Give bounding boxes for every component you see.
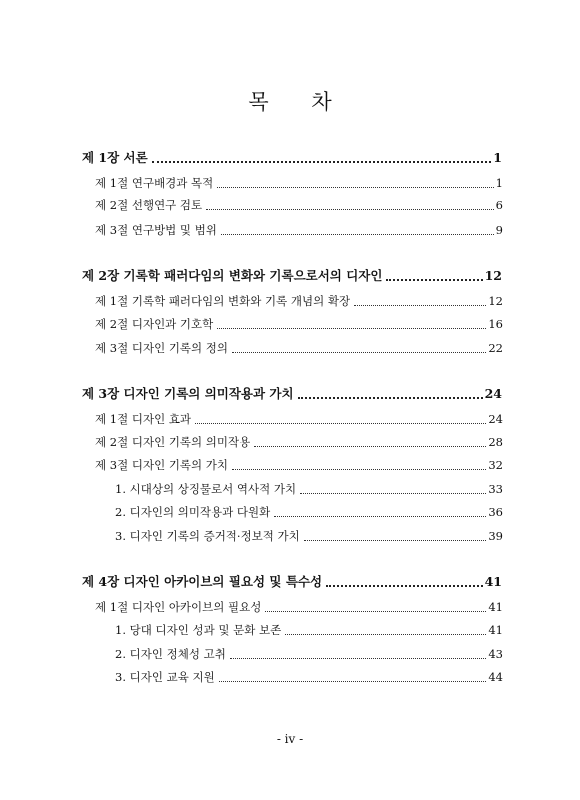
toc-entry-page: 12 xyxy=(488,294,503,308)
toc-dot-leader xyxy=(206,209,494,210)
toc-entry-page: 41 xyxy=(488,600,503,614)
page-title: 목 차 xyxy=(248,90,350,114)
toc-entry-label: 제 3절 디자인 기록의 가치 xyxy=(95,458,229,472)
toc-entry-label: 3. 디자인 기록의 증거적·정보적 가치 xyxy=(115,529,300,543)
toc-entry-label: 2. 디자인의 의미작용과 다원화 xyxy=(115,505,271,519)
toc-entry-page: 41 xyxy=(488,623,503,637)
toc-entry-section xyxy=(95,457,503,473)
toc-entry-sub xyxy=(115,481,503,497)
toc-entry-page: 41 xyxy=(484,574,502,589)
toc-entry-section xyxy=(95,293,503,309)
toc-entry-page: 36 xyxy=(488,505,503,519)
toc-dot-leader xyxy=(265,611,486,612)
toc-entry-label: 제 1절 연구배경과 목적 xyxy=(95,176,214,190)
toc-dot-leader xyxy=(354,305,486,306)
toc-dot-leader xyxy=(304,540,487,541)
toc-dot-leader xyxy=(274,516,486,517)
toc-entry-page: 16 xyxy=(488,317,503,331)
toc-entry-section xyxy=(95,599,503,615)
toc-entry-page: 33 xyxy=(488,482,503,496)
toc-entry-label: 제 1절 기록학 패러다임의 변화와 기록 개념의 확장 xyxy=(95,294,351,308)
toc-entry-sub xyxy=(115,646,503,662)
toc-dot-leader xyxy=(232,469,486,470)
toc-dot-leader xyxy=(217,187,493,188)
toc-entry-page: 1 xyxy=(495,176,503,190)
toc-entry-label: 제 1장 서론 xyxy=(82,150,148,165)
toc-dot-leader xyxy=(152,161,492,163)
toc-entry-label: 제 3절 디자인 기록의 정의 xyxy=(95,341,229,355)
toc-entry-section xyxy=(95,434,503,450)
toc-entry-label: 제 2장 기록학 패러다임의 변화와 기록으로서의 디자인 xyxy=(82,268,383,283)
toc-entry-section xyxy=(95,411,503,427)
toc-dot-leader xyxy=(254,446,486,447)
toc-entry-sub xyxy=(115,622,503,638)
toc-entry-label: 2. 디자인 정체성 고취 xyxy=(115,647,226,661)
toc-entry-page: 43 xyxy=(488,647,503,661)
toc-entry-label: 제 4장 디자인 아카이브의 필요성 및 특수성 xyxy=(82,574,323,589)
toc-entry-section xyxy=(95,316,503,332)
toc-entry-sub xyxy=(115,528,503,544)
toc-entry-page: 22 xyxy=(488,341,503,355)
toc-entry-section xyxy=(95,222,503,238)
toc-entry-label: 제 3절 연구방법 및 범위 xyxy=(95,223,217,237)
toc-dot-leader xyxy=(221,234,494,235)
toc-entry-label: 제 2절 디자인 기록의 의미작용 xyxy=(95,435,251,449)
toc-entry-label: 3. 디자인 교육 지원 xyxy=(115,670,215,684)
toc-entry-label: 1. 당대 디자인 성과 및 문화 보존 xyxy=(115,623,282,637)
toc-entry-sub xyxy=(115,669,503,685)
toc-entry-page: 28 xyxy=(488,435,503,449)
toc-entry-page: 24 xyxy=(484,386,502,401)
toc-entry-chapter xyxy=(82,268,502,284)
toc-entry-label: 1. 시대상의 상징물로서 역사적 가치 xyxy=(115,482,297,496)
toc-entry-page: 39 xyxy=(488,529,503,543)
toc-dot-leader xyxy=(230,658,487,659)
toc-entry-section xyxy=(95,340,503,356)
toc-dot-leader xyxy=(195,423,486,424)
toc-entry-label: 제 2절 디자인과 기호학 xyxy=(95,317,214,331)
toc-entry-page: 12 xyxy=(484,268,502,283)
toc-dot-leader xyxy=(285,634,486,635)
toc-dot-leader xyxy=(232,352,486,353)
toc-entry-page: 6 xyxy=(495,198,503,212)
toc-entry-chapter xyxy=(82,386,502,402)
toc-entry-label: 제 2절 선행연구 검토 xyxy=(95,198,203,212)
toc-entry-page: 9 xyxy=(495,223,503,237)
toc-entry-section xyxy=(95,197,503,213)
toc-dot-leader xyxy=(298,397,483,399)
toc-dot-leader xyxy=(326,585,483,587)
toc-dot-leader xyxy=(217,328,486,329)
toc-entry-section xyxy=(95,175,503,191)
toc-entry-page: 44 xyxy=(488,670,503,684)
toc-dot-leader xyxy=(300,493,486,494)
toc-entry-page: 32 xyxy=(488,458,503,472)
toc-entry-label: 제 1절 디자인 효과 xyxy=(95,412,192,426)
page-number: - iv - xyxy=(276,732,304,746)
toc-entry-chapter xyxy=(82,150,502,166)
toc-entry-page: 24 xyxy=(488,412,503,426)
toc-entry-sub xyxy=(115,504,503,520)
toc-dot-leader xyxy=(386,279,482,281)
toc-dot-leader xyxy=(219,681,487,682)
toc-entry-label: 제 1절 디자인 아카이브의 필요성 xyxy=(95,600,262,614)
toc-entry-chapter xyxy=(82,574,502,590)
toc-entry-label: 제 3장 디자인 기록의 의미작용과 가치 xyxy=(82,386,294,401)
toc-entry-page: 1 xyxy=(493,150,502,165)
